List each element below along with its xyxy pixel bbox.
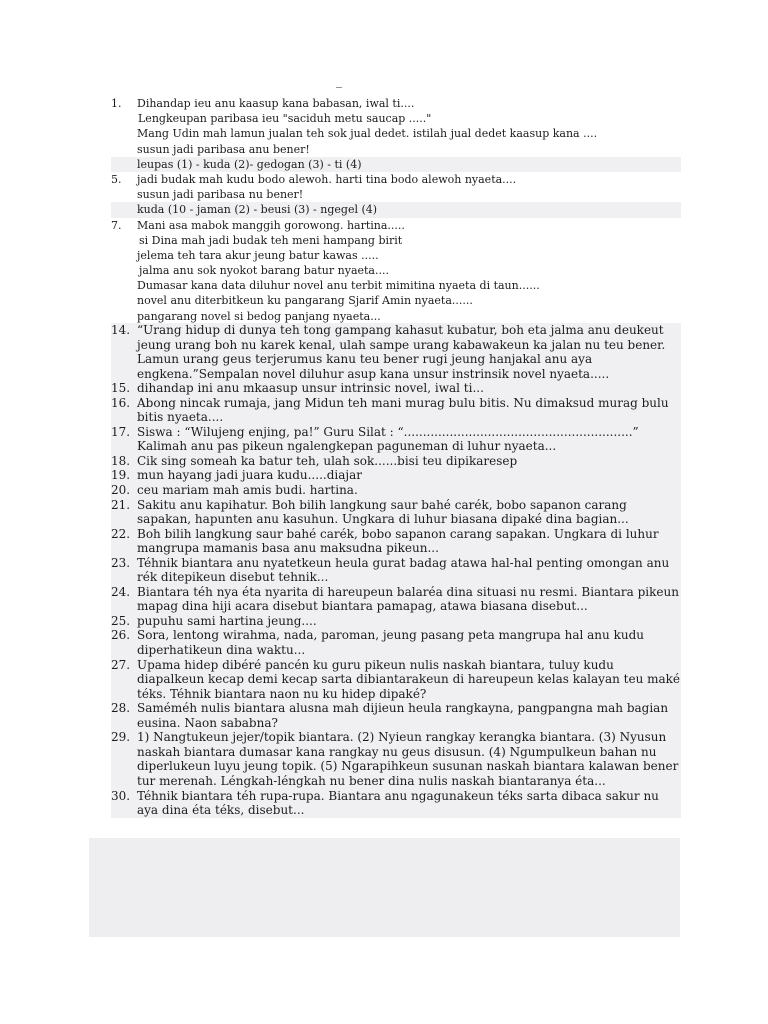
question-text: 1) Nangtukeun jejer/topik biantara. (2) Nyieun rangkay kerangka biantara. (3) Nyusun naskah biantara dumasar kana rangkay nu geus disusun. (4) Ngumpulkeun bahan nu diperlukeun luyu jeung topik. (5) Ngarapihkeun susunan naskah biantara kalawan bener tur merenah. Léngkah-léngkah nu bener dina nulis naskah biantaranya éta... <box>137 730 679 788</box>
question-number: 18. <box>111 453 131 468</box>
question-text: Téhnik biantara anu nyatetkeun heula gurat badag atawa hal-hal penting omongan anu rék ditepikeun disebut tehnik... <box>137 555 670 585</box>
question-number: 27. <box>111 657 131 672</box>
question-text: novel anu diterbitkeun ku pangarang Sjarif Amin nyaeta...... <box>137 294 473 308</box>
question-line <box>111 263 681 278</box>
question-number: 17. <box>111 424 131 439</box>
question-line <box>111 172 681 187</box>
question-item <box>111 658 681 702</box>
question-line <box>111 248 681 263</box>
question-number: 15. <box>111 381 131 396</box>
question-item <box>111 498 681 527</box>
question-text: Sora, lentong wirahma, nada, paroman, jeung pasang peta mangrupa hal anu kudu diperhatikeun dina waktu... <box>137 628 644 658</box>
question-line <box>111 111 681 126</box>
question-item <box>111 628 681 657</box>
question-text: leupas (1) - kuda (2)- gedogan (3) - ti (4) <box>137 157 362 171</box>
question-list-part2 <box>111 323 681 818</box>
question-text: Siswa : “Wilujeng enjing, pa!” Guru Silat : “............................................................” Kalimah anu pas pikeun ngalengkepan paguneman di luhur nyaeta... <box>137 424 639 454</box>
question-text: Biantara téh nya éta nyarita di hareupeun balaréa dina situasi nu resmi. Biantara pikeun mapag dina hiji acara disebut biantara pamapag, atawa biasana disebut... <box>137 584 679 614</box>
question-text: Cik sing someah ka batur teh, ulah sok......bisi teu dipikaresep <box>137 453 518 468</box>
question-text: ceu mariam mah amis budi. hartina. <box>137 483 358 498</box>
grey-placeholder-box <box>89 838 680 937</box>
question-text: dihandap ini anu mkaasup unsur intrinsic novel, iwal ti... <box>137 381 484 396</box>
question-number: 29. <box>111 730 131 745</box>
question-item <box>111 614 681 629</box>
question-item <box>111 468 681 483</box>
question-number: 5. <box>111 172 122 186</box>
question-item <box>111 585 681 614</box>
question-line <box>111 293 681 308</box>
question-line <box>111 218 681 233</box>
question-text: Dihandap ieu anu kaasup kana babasan, iwal ti.... <box>137 97 415 110</box>
question-text: mun hayang jadi juara kudu.....diajar <box>137 468 362 483</box>
question-number: 7. <box>111 218 122 232</box>
question-line <box>111 278 681 293</box>
question-text: Téhnik biantara téh rupa-rupa. Biantara anu ngagunakeun téks sarta dibaca sakur nu aya dina éta téks, disebut... <box>137 788 659 818</box>
question-number: 30. <box>111 788 131 803</box>
question-item <box>111 789 681 818</box>
question-item <box>111 730 681 788</box>
question-line <box>111 233 681 248</box>
question-text: Upama hidep dibéré pancén ku guru pikeun nulis naskah biantara, tuluy kudu diapalkeun kecap demi kecap sarta dibiantarakeun di hareupeun kelas kalayan teu maké téks. Téhnik biantara naon nu ku hidep dipaké? <box>137 657 681 701</box>
question-text: Sakitu anu kapihatur. Boh bilih langkung saur bahé carék, bobo sapanon carang sapakan, hapunten anu kasuhun. Ungkara di luhur biasana dipaké dina bagian... <box>137 497 629 527</box>
question-text: jalma anu sok nyokot barang batur nyaeta.... <box>139 264 389 278</box>
question-item <box>111 701 681 730</box>
question-line <box>111 309 681 324</box>
question-number: 22. <box>111 526 131 541</box>
question-line <box>111 142 681 157</box>
question-text: pangarang novel si bedog panjang nyaeta... <box>137 309 381 323</box>
question-item <box>111 396 681 425</box>
question-line <box>111 126 681 141</box>
question-number: 14. <box>111 323 131 337</box>
question-number: 24. <box>111 584 131 599</box>
page-dash: _ <box>336 74 342 88</box>
question-text: Boh bilih langkung saur bahé carék, bobo sapanon carang sapakan. Ungkara di luhur mangrupa mamanis basa anu maksudna pikeun... <box>137 526 659 556</box>
question-text: “Urang hidup di dunya teh tong gampang kahasut kubatur, boh eta jalma anu deukeut jeung urang boh nu karek kenal, ulah sampe urang kabawakeun ka jalan nu teu bener. Lamun urang geus terjerumus kanu teu bener rugi jeung hanjakal anu aya engkena.”Sempalan novel diluhur asup kana unsur instrinsik novel nyaeta..... <box>137 323 666 381</box>
question-item <box>111 323 681 381</box>
question-list-part1 <box>111 96 681 324</box>
question-number: 19. <box>111 468 131 483</box>
question-number: 21. <box>111 497 131 512</box>
question-item <box>111 483 681 498</box>
question-text: kuda (10 - jaman (2) - beusi (3) - ngegel (4) <box>137 203 378 217</box>
question-text: si Dina mah jadi budak teh meni hampang birit <box>139 233 403 247</box>
question-item <box>111 425 681 454</box>
question-text: pupuhu sami hartina jeung.... <box>137 613 317 628</box>
question-number: 28. <box>111 701 131 716</box>
question-number: 1. <box>111 97 122 110</box>
question-number: 16. <box>111 395 131 410</box>
question-text: susun jadi paribasa nu bener! <box>137 188 304 202</box>
question-line <box>111 202 681 217</box>
question-item <box>111 454 681 469</box>
question-line <box>111 96 681 111</box>
question-text: jadi budak mah kudu bodo alewoh. harti tina bodo alewoh nyaeta.... <box>137 172 517 186</box>
question-item <box>111 527 681 556</box>
question-text: susun jadi paribasa anu bener! <box>137 142 310 156</box>
question-text: Mani asa mabok manggih gorowong. hartina..... <box>137 218 405 232</box>
question-number: 20. <box>111 483 131 498</box>
question-line <box>111 157 681 172</box>
question-text: jelema teh tara akur jeung batur kawas ..... <box>137 248 379 262</box>
question-text: Lengkeupan paribasa ieu "saciduh metu saucap ....." <box>138 112 432 126</box>
question-number: 25. <box>111 613 131 628</box>
question-text: Dumasar kana data diluhur novel anu terbit mimitina nyaeta di taun...... <box>137 279 540 293</box>
question-text: Mang Udin mah lamun jualan teh sok jual dedet. istilah jual dedet kaasup kana .... <box>137 127 598 141</box>
question-text: Abong nincak rumaja, jang Midun teh mani murag bulu bitis. Nu dimaksud murag bulu bitis nyaeta.... <box>137 395 669 425</box>
question-item <box>111 381 681 396</box>
question-number: 23. <box>111 555 131 570</box>
question-item <box>111 556 681 585</box>
question-number: 26. <box>111 628 131 643</box>
question-line <box>111 187 681 202</box>
question-text: Saméméh nulis biantara alusna mah dijieun heula rangkayna, pangpangna mah bagian eusina. Naon sababna? <box>137 701 669 730</box>
